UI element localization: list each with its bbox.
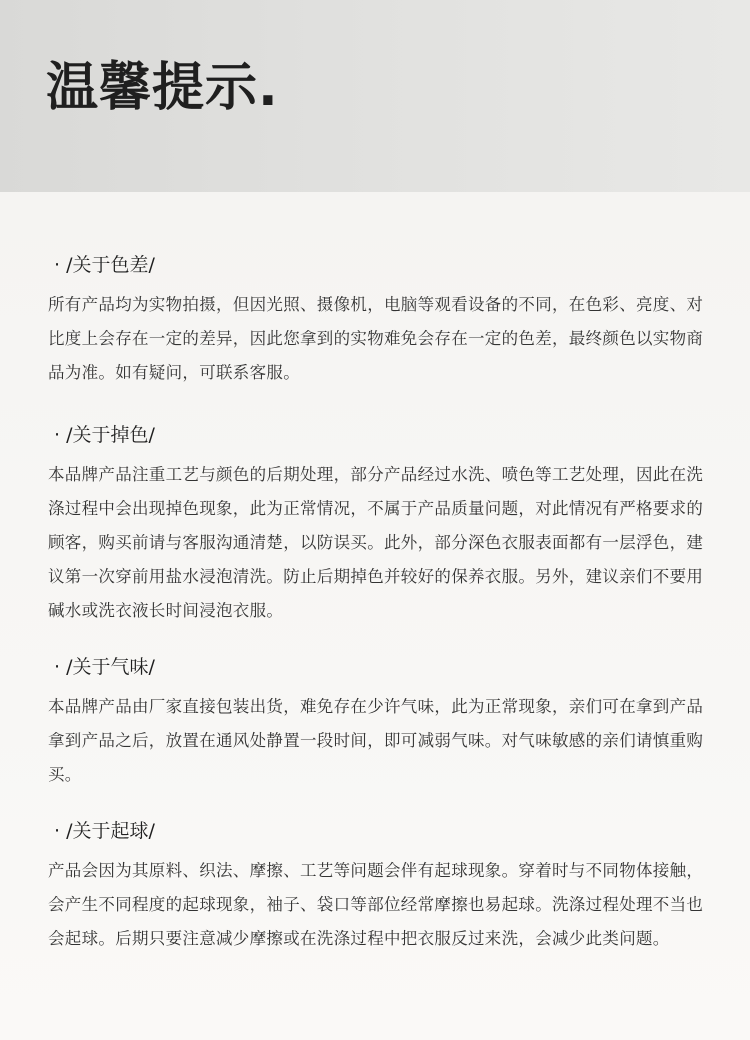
section-body: 本品牌产品由厂家直接包装出货，难免存在少许气味，此为正常现象，亲们可在拿到产品拿到产品之后，放置在通风处静置一段时间，即可减弱气味。对气味敏感的亲们请慎重购买。 — [48, 697, 704, 784]
section-color-difference — [48, 252, 708, 390]
section-body: 产品会因为其原料、织法、摩擦、工艺等问题会伴有起球现象。穿着时与不同物体接触，会产生不同程度的起球现象，袖子、袋口等部位经常摩擦也易起球。洗涤过程处理不当也会起球。后期只要注意减少摩擦或在洗涤过程中把衣服反过来洗，会减少此类问题。 — [48, 861, 704, 948]
section-color-fading — [48, 422, 708, 628]
section-heading: · /关于色差/ — [54, 254, 155, 276]
header-banner — [0, 0, 750, 192]
section-heading: · /关于起球/ — [54, 820, 155, 842]
section-pilling — [48, 818, 708, 956]
section-heading: · /关于气味/ — [54, 656, 155, 678]
section-odor — [48, 654, 708, 792]
section-body: 本品牌产品注重工艺与颜色的后期处理，部分产品经过水洗、喷色等工艺处理，因此在洗涤过程中会出现掉色现象，此为正常情况，不属于产品质量问题，对此情况有严格要求的顾客，购买前请与客服沟通清楚，以防误买。此外，部分深色衣服表面都有一层浮色，建议第一次穿前用盐水浸泡清洗。防止后期掉色并较好的保养衣服。另外，建议亲们不要用碱水或洗衣液长时间浸泡衣服。 — [48, 465, 704, 620]
notice-content — [0, 192, 750, 1040]
page-title: 温馨提示. — [46, 58, 279, 118]
section-body: 所有产品均为实物拍摄，但因光照、摄像机，电脑等观看设备的不同，在色彩、亮度、对比度上会存在一定的差异，因此您拿到的实物难免会存在一定的色差，最终颜色以实物商品为准。如有疑问，可联系客服。 — [48, 295, 704, 382]
section-heading: · /关于掉色/ — [54, 424, 155, 446]
